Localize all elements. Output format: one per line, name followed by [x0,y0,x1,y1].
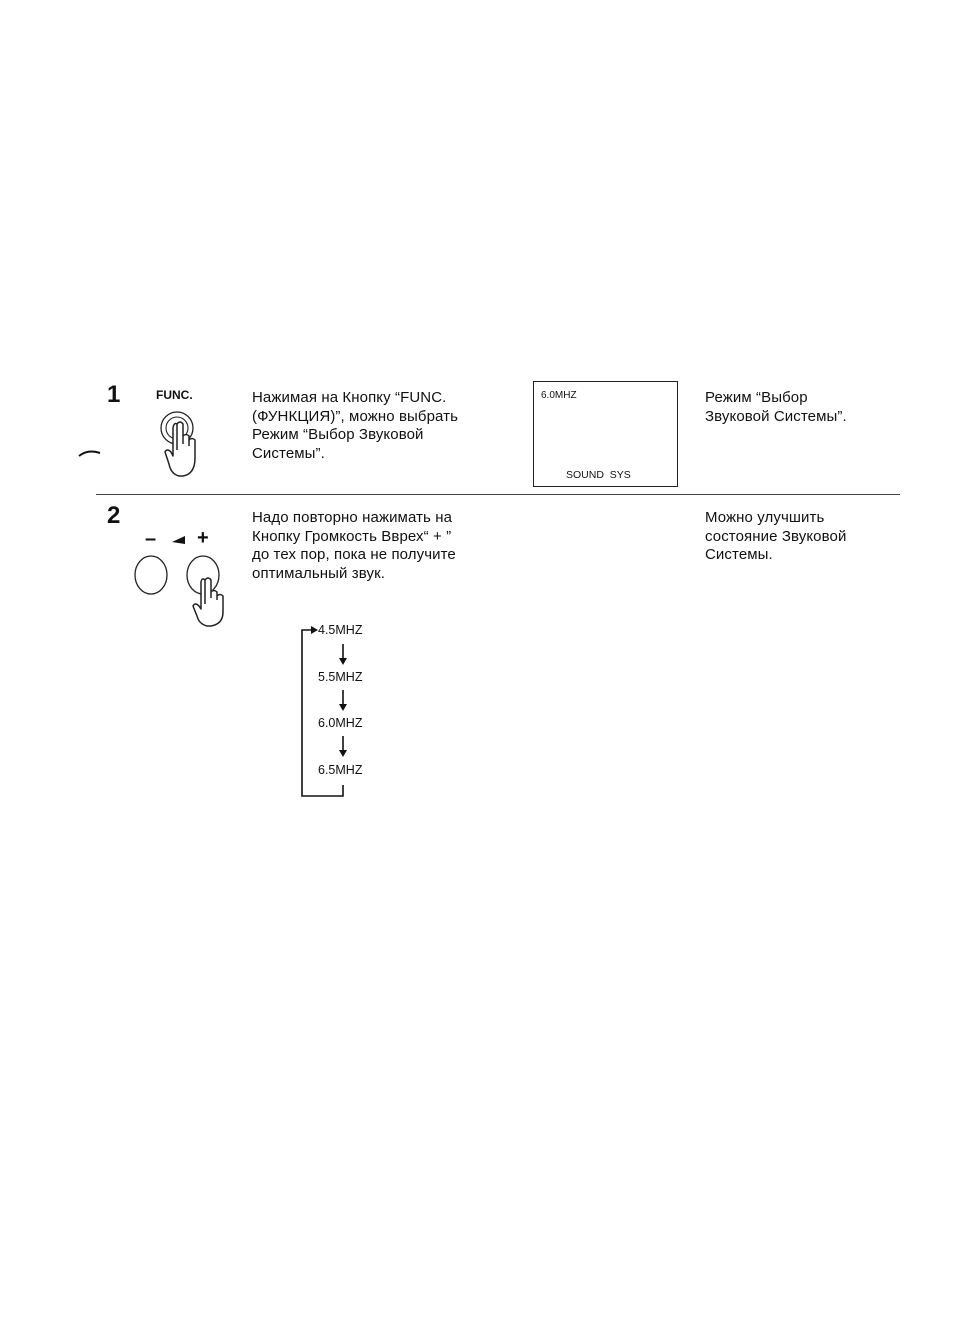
step-2-instruction [252,509,522,583]
func-button-label: FUNC. [156,388,193,402]
instruction-line: Системы”. [252,444,325,462]
result-line: Режим “Выбор [705,389,808,406]
volume-minus-label: – [145,528,157,550]
volume-plus-label: + [197,527,209,549]
frequency-option: 4.5MHZ [318,623,363,637]
instruction-line: Надо повторно нажимать на [252,509,453,526]
instruction-line: (ФУНКЦИЯ)”, можно выбрать [252,407,459,425]
instruction-line: Кнопку Громкость Вврех“ + ” [252,527,452,545]
section-divider [96,494,900,495]
step-1-instruction [252,389,522,463]
margin-mark-icon [78,448,102,458]
volume-buttons-press-icon [133,552,233,632]
result-line: состояние Звуковой [705,527,847,545]
step-1-number: 1 [107,381,121,408]
tv-screen-display [533,381,678,487]
step-2-result [705,509,905,565]
frequency-option: 5.5MHZ [318,670,363,684]
step-2-number: 2 [107,502,121,529]
volume-icon [172,535,186,545]
result-line: Системы. [705,546,773,563]
screen-mode-text: SOUND SYS [566,469,631,481]
instruction-line: Нажимая на Кнопку “FUNC. [252,389,447,406]
screen-frequency-text: 6.0MHZ [541,390,577,401]
instruction-line: Режим “Выбор Звуковой [252,426,424,443]
step-1-result [705,389,905,426]
result-line: Звуковой Системы”. [705,407,847,425]
result-line: Можно улучшить [705,509,825,526]
frequency-option: 6.5MHZ [318,763,363,777]
instruction-line: оптимальный звук. [252,564,385,582]
frequency-option: 6.0MHZ [318,716,363,730]
func-button-press-icon [155,406,205,486]
instruction-line: до тех пор, пока не получите [252,546,456,563]
